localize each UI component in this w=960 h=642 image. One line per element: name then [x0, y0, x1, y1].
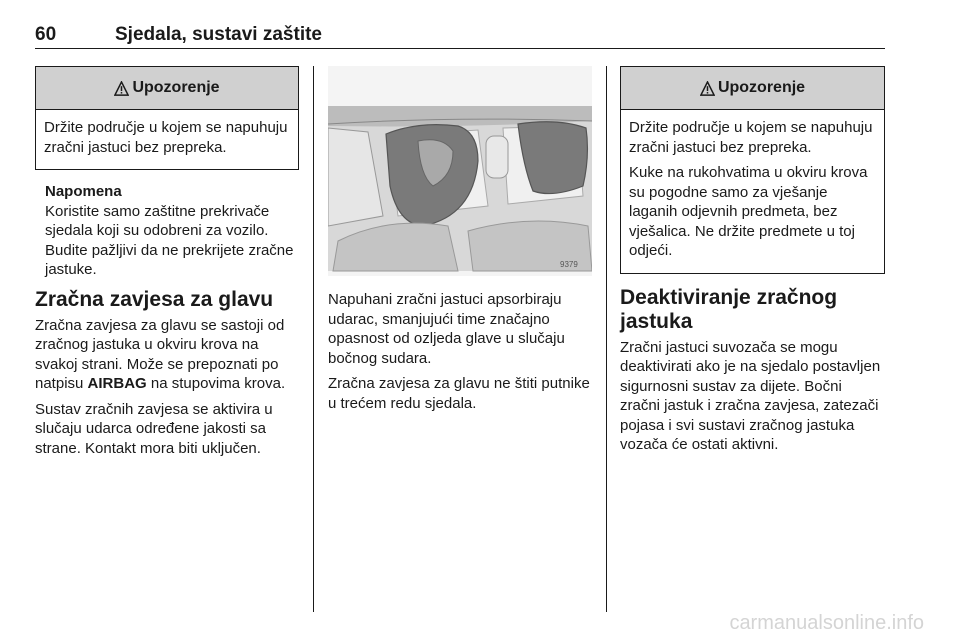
warning-box: [35, 66, 299, 170]
warning-text: Kuke na rukohvatima u okviru krova su pogodne samo za vješanje laganih odjevnih predmeta, bez vješalica. Ne držite predmete u toj odjeći.: [629, 164, 868, 259]
column-2: [328, 66, 592, 419]
body-paragraph: Zračna zavjesa za glavu ne štiti putnike u trećem redu sjedala.: [328, 375, 590, 412]
figure-id: 9379: [560, 260, 578, 269]
car-interior-drawing: [328, 66, 592, 276]
warning-box: [620, 66, 885, 274]
page-title: Sjedala, sustavi zaštite: [115, 24, 322, 45]
curtain-airbag-illustration: [328, 66, 592, 276]
body-paragraph: Zračni jastuci suvozača se mogu deaktivirati ako je na sjedalo postavljen sigurnosni sustav za dijete. Bočni zračni jastuk i zračna zavjesa, zatezači pojasa i svi sustavi zračnog jastuka vozača će ostati aktivni.: [620, 338, 881, 453]
column-3: [620, 66, 885, 461]
warning-title: Upozorenje: [132, 79, 220, 96]
column-1: [35, 66, 299, 464]
column-divider-left: [313, 66, 314, 612]
note: [35, 182, 299, 280]
note-text: Koristite samo zaštitne prekrivače sjedala koji su odobreni za vozilo. Budite pažljivi da ne prekrijete zračne jastuke.: [45, 202, 294, 278]
body-paragraph: Sustav zračnih zavjesa se aktivira u slučaju udarca određene jakosti sa strane. Kontakt mora biti uključen.: [35, 400, 273, 457]
section-heading: Zračna zavjesa za glavu: [35, 287, 274, 311]
warning-text: Držite područje u kojem se napuhuju zračni jastuci bez prepreka.: [44, 119, 288, 156]
column-divider-right: [606, 66, 607, 612]
warning-text: Držite područje u kojem se napuhuju zračni jastuci bez prepreka.: [629, 119, 873, 156]
warning-triangle-icon: [700, 81, 715, 96]
warning-header: [621, 67, 884, 110]
warning-header: [36, 67, 298, 110]
airbag-label: AIRBAG: [87, 375, 147, 392]
warning-body: [36, 110, 298, 169]
note-label: Napomena: [45, 183, 122, 200]
paragraph-text: na stupovima krova.: [146, 375, 286, 392]
body-paragraph: Napuhani zračni jastuci apsorbiraju udarac, smanjujući time značajno opasnost od ozljeda glave u slučaju bočnog sudara.: [328, 291, 565, 367]
section-heading: Deaktiviranje zračnog jastuka: [620, 285, 838, 333]
warning-title: Upozorenje: [717, 79, 806, 96]
body-paragraph: [35, 316, 299, 394]
paragraph-text: Zračna zavjesa za glavu se sastoji od zračnog jastuka u okviru krova na svakoj strani. Može se prepoznati po natpisu: [35, 316, 285, 392]
page-number: 60: [35, 24, 57, 45]
watermark: carmanualsonline.info: [729, 612, 924, 634]
warning-triangle-icon: [114, 81, 129, 96]
warning-body: [621, 110, 884, 273]
page-header: [35, 20, 885, 49]
